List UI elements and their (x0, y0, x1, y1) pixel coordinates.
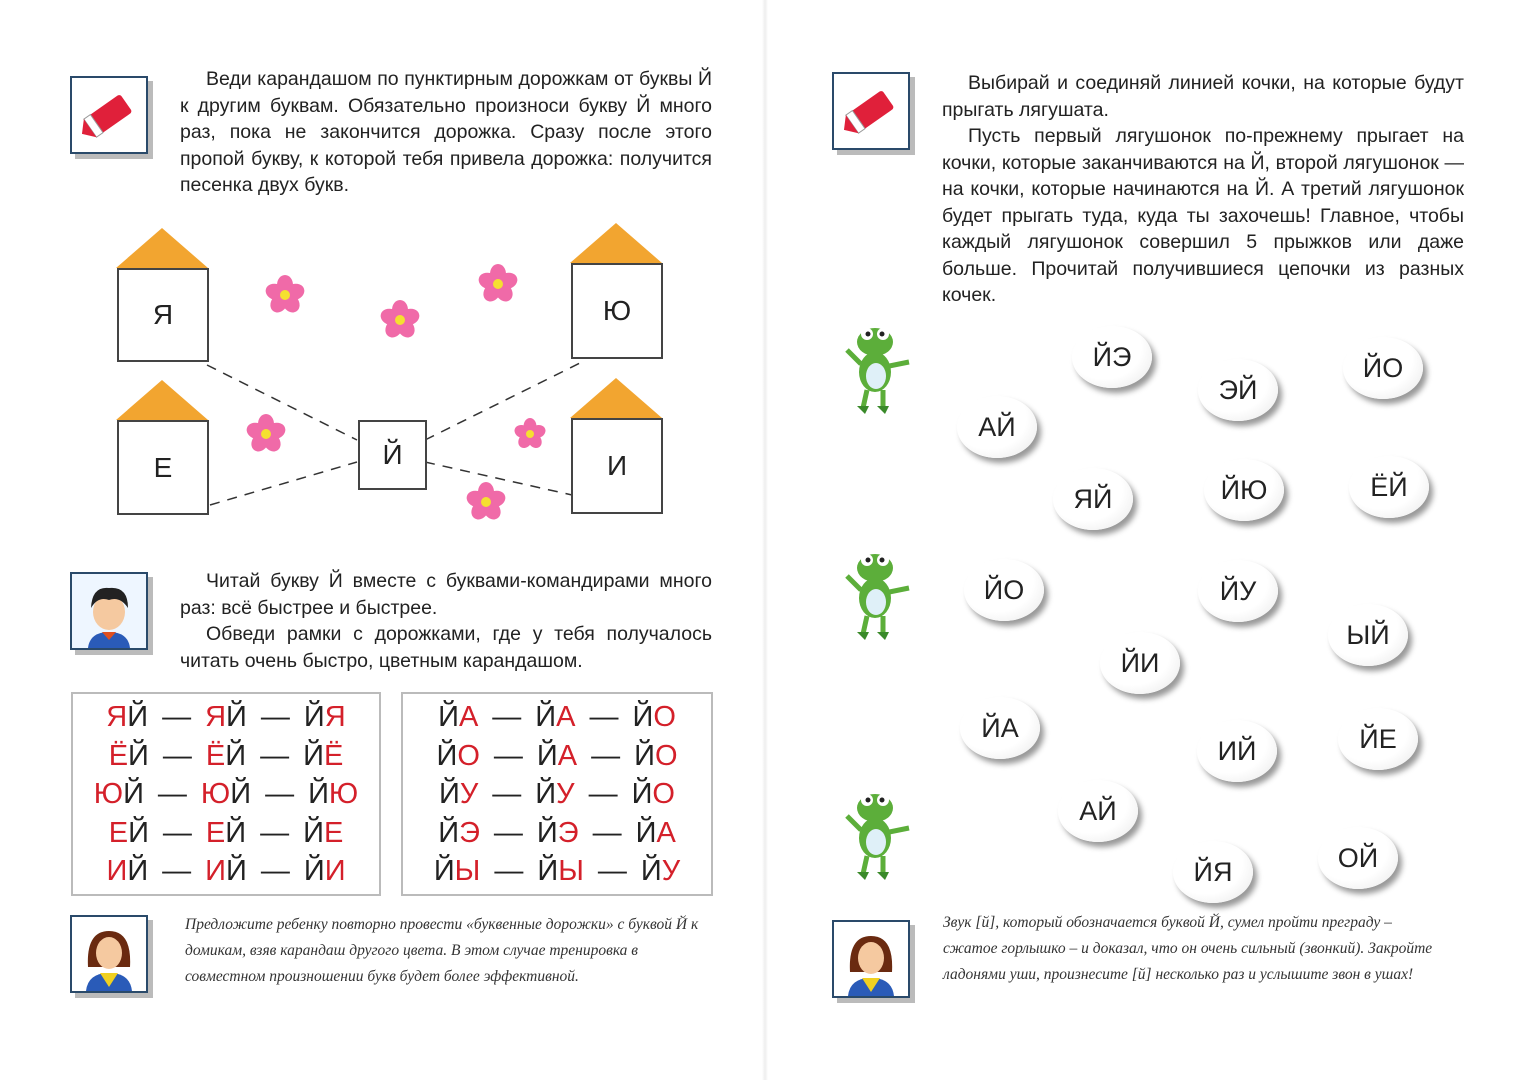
table-row (73, 737, 379, 776)
task1-text: Веди карандашом по пунктирным дорожкам от буквы Й к другим буквам. Обязательно произноси букву Й много раз, пока не закончится дорожка. Сразу после этого пропой букву, к которой тебя привела дорожка: получится песенка двух букв. (180, 68, 712, 196)
frog-icon (843, 788, 913, 880)
stone[interactable]: ИЙ (1197, 720, 1277, 782)
flower-icon (244, 412, 288, 456)
syllable: ЙА (535, 701, 576, 733)
syllable: ЯЙ (205, 701, 247, 733)
dash: — (597, 855, 627, 887)
stone[interactable]: АЙ (957, 396, 1037, 458)
syllable: ЁЙ (205, 739, 247, 772)
parent-note-left: Предложите ребенку повторно провести «буквенные дорожки» с буквой Й к домикам, взяв карандаш другого цвета. В этом случае тренировка в совместном произношении букв будет более эффективной. (185, 916, 699, 985)
stone[interactable]: ЙО (964, 559, 1044, 621)
stone[interactable]: ЙУ (1198, 560, 1278, 622)
syllable: ЙЁ (303, 739, 344, 772)
syllable: ЙЭ (536, 816, 579, 849)
syllable: ЙО (436, 739, 480, 772)
dash: — (162, 855, 192, 887)
dash: — (588, 778, 618, 810)
task2-text: Читай букву Й вместе с буквами-командирами много раз: всё быстрее и быстрее. Обведи рамки с дорожками, где у тебя получалось читать очень быстро, цветным карандашом. (180, 570, 712, 672)
syllable: ЙО (634, 739, 678, 772)
syllable: ЙА (635, 816, 676, 849)
syllable: ЙЭ (438, 816, 480, 849)
dash: — (589, 701, 619, 733)
syllable: ЙЫ (433, 855, 481, 887)
dash: — (162, 701, 192, 733)
flower-icon (263, 273, 307, 317)
dash: — (162, 816, 192, 849)
stone[interactable]: ЙИ (1100, 632, 1180, 694)
dash: — (492, 778, 522, 810)
syllable: ЙА (438, 701, 479, 733)
dash: — (260, 739, 290, 772)
dash: — (260, 701, 290, 733)
flower-icon (378, 298, 422, 342)
dash: — (492, 701, 522, 733)
syllable: ЙЯ (303, 701, 346, 733)
stone[interactable]: ЙЕ (1338, 708, 1418, 770)
syllable: ИЙ (106, 855, 149, 887)
stone[interactable]: ЙЯ (1173, 841, 1253, 903)
syllable: ЕЙ (205, 816, 247, 849)
syllable: ЯЙ (106, 701, 149, 733)
table-row (73, 775, 379, 814)
teacher-avatar (70, 915, 148, 993)
syllable-table-left (71, 692, 381, 896)
syllable: ЮЙ (93, 778, 144, 810)
table-row (73, 852, 379, 891)
syllable: ЙУ (640, 855, 681, 887)
dash: — (260, 816, 290, 849)
dash: — (493, 739, 523, 772)
dash: — (494, 855, 524, 887)
syllable: ЙЫ (537, 855, 584, 887)
stone[interactable]: ЙЮ (1204, 459, 1284, 521)
syllable: ЙО (632, 701, 676, 733)
stone[interactable]: ЁЙ (1349, 456, 1429, 518)
syllable: ЕЙ (108, 816, 149, 849)
dash: — (591, 739, 621, 772)
stone[interactable]: ЯЙ (1053, 468, 1133, 530)
syllable: ЙУ (535, 778, 575, 810)
dash: — (265, 778, 295, 810)
table-row (73, 698, 379, 737)
stone[interactable]: ЫЙ (1328, 604, 1408, 666)
syllable: ЙУ (439, 778, 479, 810)
frog-task-text: Выбирай и соединяй линией кочки, на которые будут прыгать лягушата. Пусть первый лягушонок по-прежнему прыгает на кочки, которые заканчиваются на Й, второй лягушонок — на кочки, которые начинаются на Й. А третий лягушонок будет прыгать туда, куда ты захочешь! Главное, чтобы каждый лягушонок совершил 5 прыжков или даже больше. Прочитай получившиеся цепочки из разных кочек. (942, 72, 1464, 306)
flower-icon (476, 262, 520, 306)
stone[interactable]: ЙЭ (1072, 326, 1152, 388)
table-row (73, 814, 379, 853)
table-row (403, 852, 711, 891)
stone[interactable]: ЭЙ (1198, 359, 1278, 421)
stone[interactable]: ЙА (960, 697, 1040, 759)
syllable: ЙА (536, 739, 578, 772)
frog-icon (843, 548, 913, 640)
dash: — (157, 778, 187, 810)
teacher-avatar (832, 920, 910, 998)
syllable: ЙЮ (308, 778, 359, 810)
syllable: ЙО (631, 778, 675, 810)
syllable: ЙЕ (303, 816, 344, 849)
syllable: ЮЙ (200, 778, 252, 810)
stone[interactable]: АЙ (1058, 780, 1138, 842)
table-row (403, 737, 711, 776)
syllable: ИЙ (205, 855, 247, 887)
table-row (403, 814, 711, 853)
syllable-table-right (401, 692, 713, 896)
dash: — (493, 816, 523, 849)
frog-icon (843, 322, 913, 414)
syllable: ЙИ (303, 855, 346, 887)
parent-note-right: Звук [й], который обозначается буквой Й, сумел пройти преграду – сжатое горлышко – и доказал, что он очень сильный (звонкий). Закройте ладонями уши, произнесите [й] несколько раз и услышите звон в ушах! (943, 914, 1433, 983)
table-row (403, 775, 711, 814)
dash: — (162, 739, 192, 772)
flower-icon (508, 412, 552, 456)
pencil-icon (832, 72, 910, 150)
table-row (403, 698, 711, 737)
boy-avatar (70, 572, 148, 650)
stone[interactable]: ЙО (1343, 337, 1423, 399)
syllable: ЁЙ (108, 739, 149, 772)
flower-icon (464, 480, 508, 524)
dash: — (592, 816, 622, 849)
stone[interactable]: ОЙ (1318, 827, 1398, 889)
dash: — (260, 855, 290, 887)
